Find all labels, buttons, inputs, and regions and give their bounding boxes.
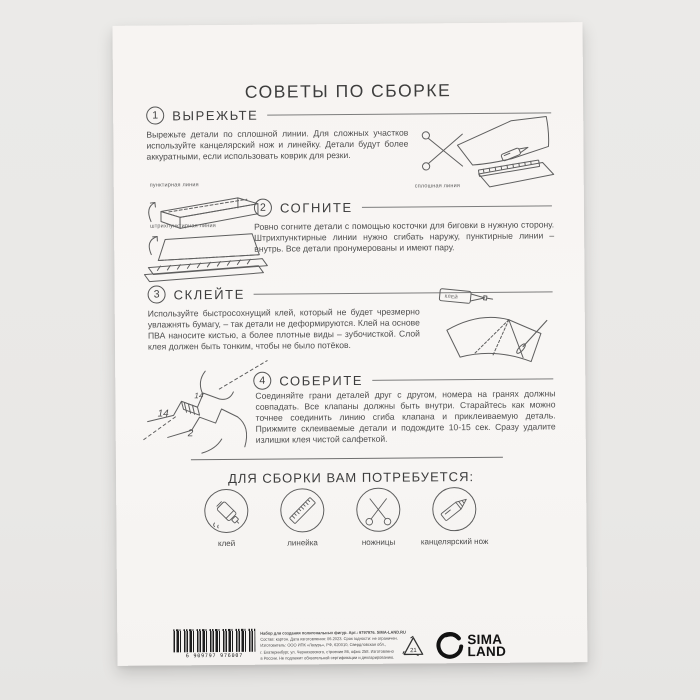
- tool-scissors-label: ножницы: [361, 537, 396, 547]
- step-3-number: 3: [153, 288, 160, 301]
- ruler-icon: [280, 488, 324, 532]
- glue-tube-icon: [204, 489, 248, 533]
- gluing-illustration: [435, 284, 561, 367]
- dashdot-fold-illustration: [140, 230, 272, 285]
- step-2-number-badge: [254, 199, 272, 217]
- flap-number-2: 14: [194, 391, 204, 401]
- fine-print-line: Состав: картон. Дата изготовления: 06.2023. Срок годности: не ограничен.: [260, 635, 398, 642]
- dashdot-line-label: штрихпунктирная линия: [150, 223, 216, 230]
- brand-line-1: SIMA: [467, 631, 503, 648]
- utility-knife-icon: [432, 487, 476, 531]
- brand-logo: [433, 630, 506, 662]
- step-4-number: 4: [259, 374, 266, 387]
- fine-print: [260, 629, 406, 662]
- scissors-cutting-illustration: [415, 112, 558, 193]
- step-1-title: ВЫРЕЖЬТЕ: [172, 107, 259, 123]
- tool-glue: [190, 489, 262, 550]
- tools-row: [190, 487, 490, 549]
- step-2-text: Ровно согните детали с помощью косточки для биговки в нужную сторону. Штрихпунктирные линии нужно сгибать наружу, пунктирные линии – внутрь. Все детали пронумерованы и имеют пару.: [254, 219, 555, 254]
- step-2-title: СОГНИТЕ: [279, 199, 353, 216]
- tool-ruler: [266, 488, 338, 549]
- step-2-rule: [362, 205, 552, 207]
- step-3-number-badge: [148, 285, 166, 303]
- step-2-number: 2: [259, 201, 266, 214]
- recycling-icon: [401, 634, 425, 658]
- flap-number-1: 14: [157, 408, 169, 420]
- step-1-text: Вырежьте детали по сплошной линии. Для сложных участков используйте канцелярский нож и линейку. Детали будут более аккуратными, если использовать коврик для резки.: [146, 127, 409, 162]
- dotted-line-label: пунктирная линия: [149, 182, 199, 189]
- step-4-title: СОБЕРИТЕ: [279, 372, 364, 389]
- barcode-bars: [173, 629, 255, 653]
- step-4-header: [253, 368, 553, 390]
- step-4-text: Соединяйте грани деталей друг с другом, номера на гранях должны совпадать. Все клапаны должны быть внутри. Старайтесь как можно точнее соединить линию сгиба клапана и приклеиваемую деталь. Прижмите склеиваемые детали и подождите 10-15 сек. Сразу удалите излишки клея чистой салфеткой.: [255, 388, 556, 445]
- barcode-digits: 6 909797 976007: [185, 652, 244, 660]
- step-3-title: СКЛЕЙТЕ: [173, 286, 245, 302]
- flap-number-3: 2: [187, 428, 194, 440]
- step-2-header: [254, 195, 552, 217]
- tool-glue-label: клей: [217, 538, 236, 549]
- fine-print-line: Изготовитель: ООО ИПК «Лазурь», РФ, 620010, Свердловская обл.,: [260, 642, 387, 649]
- sima-land-bird-icon: [433, 630, 464, 661]
- page-title: СОВЕТЫ ПО СБОРКЕ: [244, 80, 452, 102]
- scissors-icon: [356, 488, 400, 532]
- barcode: [173, 629, 255, 660]
- solid-line-label: сплошная линия: [414, 183, 461, 190]
- fine-print-line: г. Екатеринбург, ул. Черняховского, строение 86, офис 258. Изготовлено: [260, 648, 394, 655]
- instruction-sheet: [112, 22, 587, 666]
- glue-bottle-label: КЛЕЙ: [444, 293, 459, 300]
- brand-line-2: LAND: [467, 643, 507, 659]
- fine-print-line: Набор для создания полигональных фигур. Арт.: 9797976. SIMA-LAND.RU: [260, 629, 406, 636]
- tool-scissors: [342, 488, 414, 549]
- fine-print-line: в России. Не подлежит обязательной сертификации и декларированию.: [260, 654, 395, 661]
- assembling-illustration: [139, 357, 276, 466]
- step-4-rule: [372, 378, 553, 380]
- tool-knife: [418, 487, 490, 548]
- tool-knife-label: канцелярский нож: [420, 536, 489, 547]
- tool-ruler-label: линейка: [287, 538, 318, 548]
- brand-wordmark: [467, 631, 507, 659]
- tools-heading: ДЛЯ СБОРКИ ВАМ ПОТРЕБУЕТСЯ:: [227, 469, 475, 486]
- step-1-number-badge: [146, 106, 164, 124]
- step-1-number: 1: [152, 109, 159, 122]
- step-3-text: Используйте быстросохнущий клей, который не будет чрезмерно увлажнять бумагу, – так детали не деформируются. Клей на основе ПВА наносите кистью, а более плотные виды – зубочисткой. Слой клея должен быть тонким, чтобы не было потёков.: [147, 306, 420, 352]
- recycling-code: 21: [410, 648, 417, 655]
